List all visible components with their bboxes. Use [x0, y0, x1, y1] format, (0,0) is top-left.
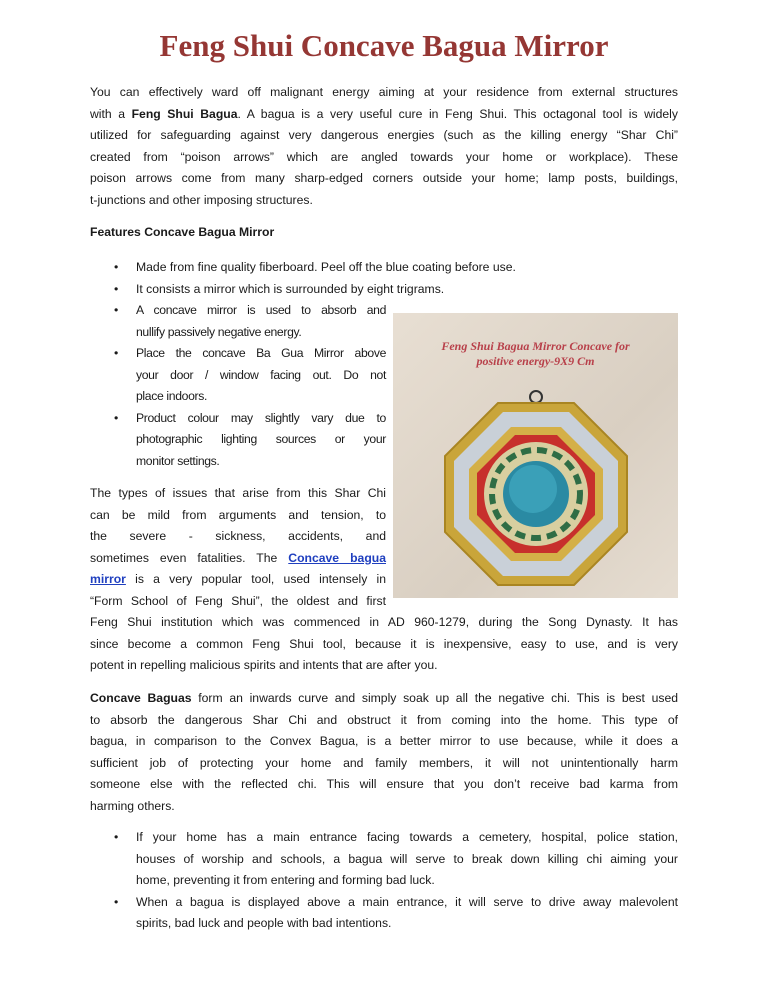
- text-line: monitor settings.: [136, 453, 220, 468]
- text-line: Feng Shui Bagua Mirror Concave for: [441, 339, 630, 353]
- text-line: utilized for safeguarding against very dangerous energies (such as the killing energy “Shar Chi”: [90, 128, 678, 142]
- bullet-icon: •: [114, 260, 119, 274]
- concave-bagua-mirror-link-cont[interactable]: mirror: [90, 572, 126, 586]
- text-line: sometimes even fatalities. The: [90, 550, 289, 565]
- list-item: [90, 343, 386, 408]
- text-line: Feng Shui institution which was commenced in AD 960-1279, during the Song Dynasty. It has: [90, 615, 678, 629]
- text-line: harming others.: [90, 798, 175, 813]
- text-line: The types of issues that arise from this Shar Chi: [90, 486, 386, 500]
- text-line: your door / window facing out. Do not: [136, 367, 386, 382]
- list-item: [90, 827, 678, 892]
- text-line: sufficient job of protecting your home and family members, it will not unintentionally harm: [90, 755, 678, 770]
- bold-term: Concave Baguas: [90, 691, 192, 705]
- features-heading: Features Concave Bagua Mirror: [90, 225, 275, 239]
- list-item: [90, 279, 678, 301]
- text-line: home, preventing it from entering and forming bad luck.: [136, 873, 435, 887]
- issues-paragraph: [90, 483, 678, 677]
- bullet-icon: •: [114, 830, 119, 844]
- text-line: A concave mirror is used to absorb and: [136, 303, 386, 317]
- text-line: poison arrows come from many sharp-edged corners outside your home; lamp posts, buildings,: [90, 171, 678, 185]
- text-line: potent in repelling malicious spirits and intents that are after you.: [90, 658, 438, 672]
- text-line: houses of worship and schools, a bagua will serve to break down killing chi aiming your: [136, 851, 678, 866]
- text-line: t-junctions and other imposing structures.: [90, 192, 313, 207]
- list-item: [90, 300, 386, 343]
- text-line: nullify passively negative energy.: [136, 324, 302, 339]
- bullet-icon: •: [114, 346, 118, 360]
- text-line: . A bagua is a very useful cure in Feng Shui. This octagonal tool is widely: [237, 106, 678, 121]
- list-item: [90, 257, 678, 279]
- text-line: someone else with the reflected chi. This will ensure that you don’t receive bad karma from: [90, 777, 678, 791]
- bold-term: Feng Shui Bagua: [131, 106, 238, 121]
- text-line: to absorb the dangerous Shar Chi and obstruct it from coming into the home. This type of: [90, 712, 678, 727]
- bullet-icon: •: [114, 410, 118, 425]
- intro-paragraph: [90, 82, 678, 211]
- text-line: place indoors.: [136, 389, 207, 403]
- text-line: form an inwards curve and simply soak up all the negative chi. This is best used: [191, 691, 679, 705]
- text-line: [90, 548, 386, 570]
- text-line: It consists a mirror which is surrounded by eight trigrams.: [136, 281, 445, 296]
- text-line: is a very popular tool, used intensely in: [125, 572, 386, 586]
- concave-bagua-mirror-link[interactable]: Concave bagua: [288, 550, 386, 565]
- text-line: can be mild from arguments and tension, to: [90, 507, 386, 522]
- text-line: [90, 688, 678, 710]
- text-line: Made from fine quality fiberboard. Peel off the blue coating before use.: [136, 260, 516, 274]
- text-line: “Form School of Feng Shui”, the oldest and first: [90, 593, 386, 608]
- text-line: [90, 104, 678, 126]
- text-line: the severe - sickness, accidents, and: [90, 529, 386, 543]
- text-line: with a: [90, 106, 132, 121]
- text-line: Product colour may slightly vary due to: [136, 410, 386, 425]
- list-item: [90, 408, 386, 473]
- text-line: You can effectively ward off malignant energy aiming at your residence from external structures: [90, 85, 678, 99]
- bullet-icon: •: [114, 281, 119, 296]
- text-line: Place the concave Ba Gua Mirror above: [136, 346, 386, 360]
- text-line: [530, 391, 542, 403]
- text-line: positive energy-9X9 Cm: [476, 354, 595, 368]
- bullet-icon: •: [114, 894, 119, 909]
- benefits-list: [90, 827, 678, 935]
- text-line: bagua, in comparison to the Convex Bagua, is a better mirror to use because, while it does a: [90, 734, 678, 748]
- text-line: since become a common Feng Shui tool, because it is inexpensive, easy to use, and is very: [90, 636, 678, 651]
- concave-paragraph: [90, 688, 678, 817]
- text-line: spirits, bad luck and people with bad intentions.: [136, 916, 392, 930]
- page-title: Feng Shui Concave Bagua Mirror: [159, 28, 609, 63]
- text-line: created from “poison arrows” which are angled towards your home or workplace). These: [90, 149, 678, 164]
- text-line: When a bagua is displayed above a main entrance, it will serve to drive away malevolent: [136, 894, 678, 909]
- text-line: If your home has a main entrance facing towards a cemetery, hospital, police station,: [136, 830, 678, 844]
- image-caption: [393, 339, 678, 369]
- list-item: [90, 892, 678, 935]
- text-line: [90, 569, 386, 591]
- bullet-icon: •: [114, 303, 118, 317]
- text-line: photographic lighting sources or your: [136, 432, 386, 446]
